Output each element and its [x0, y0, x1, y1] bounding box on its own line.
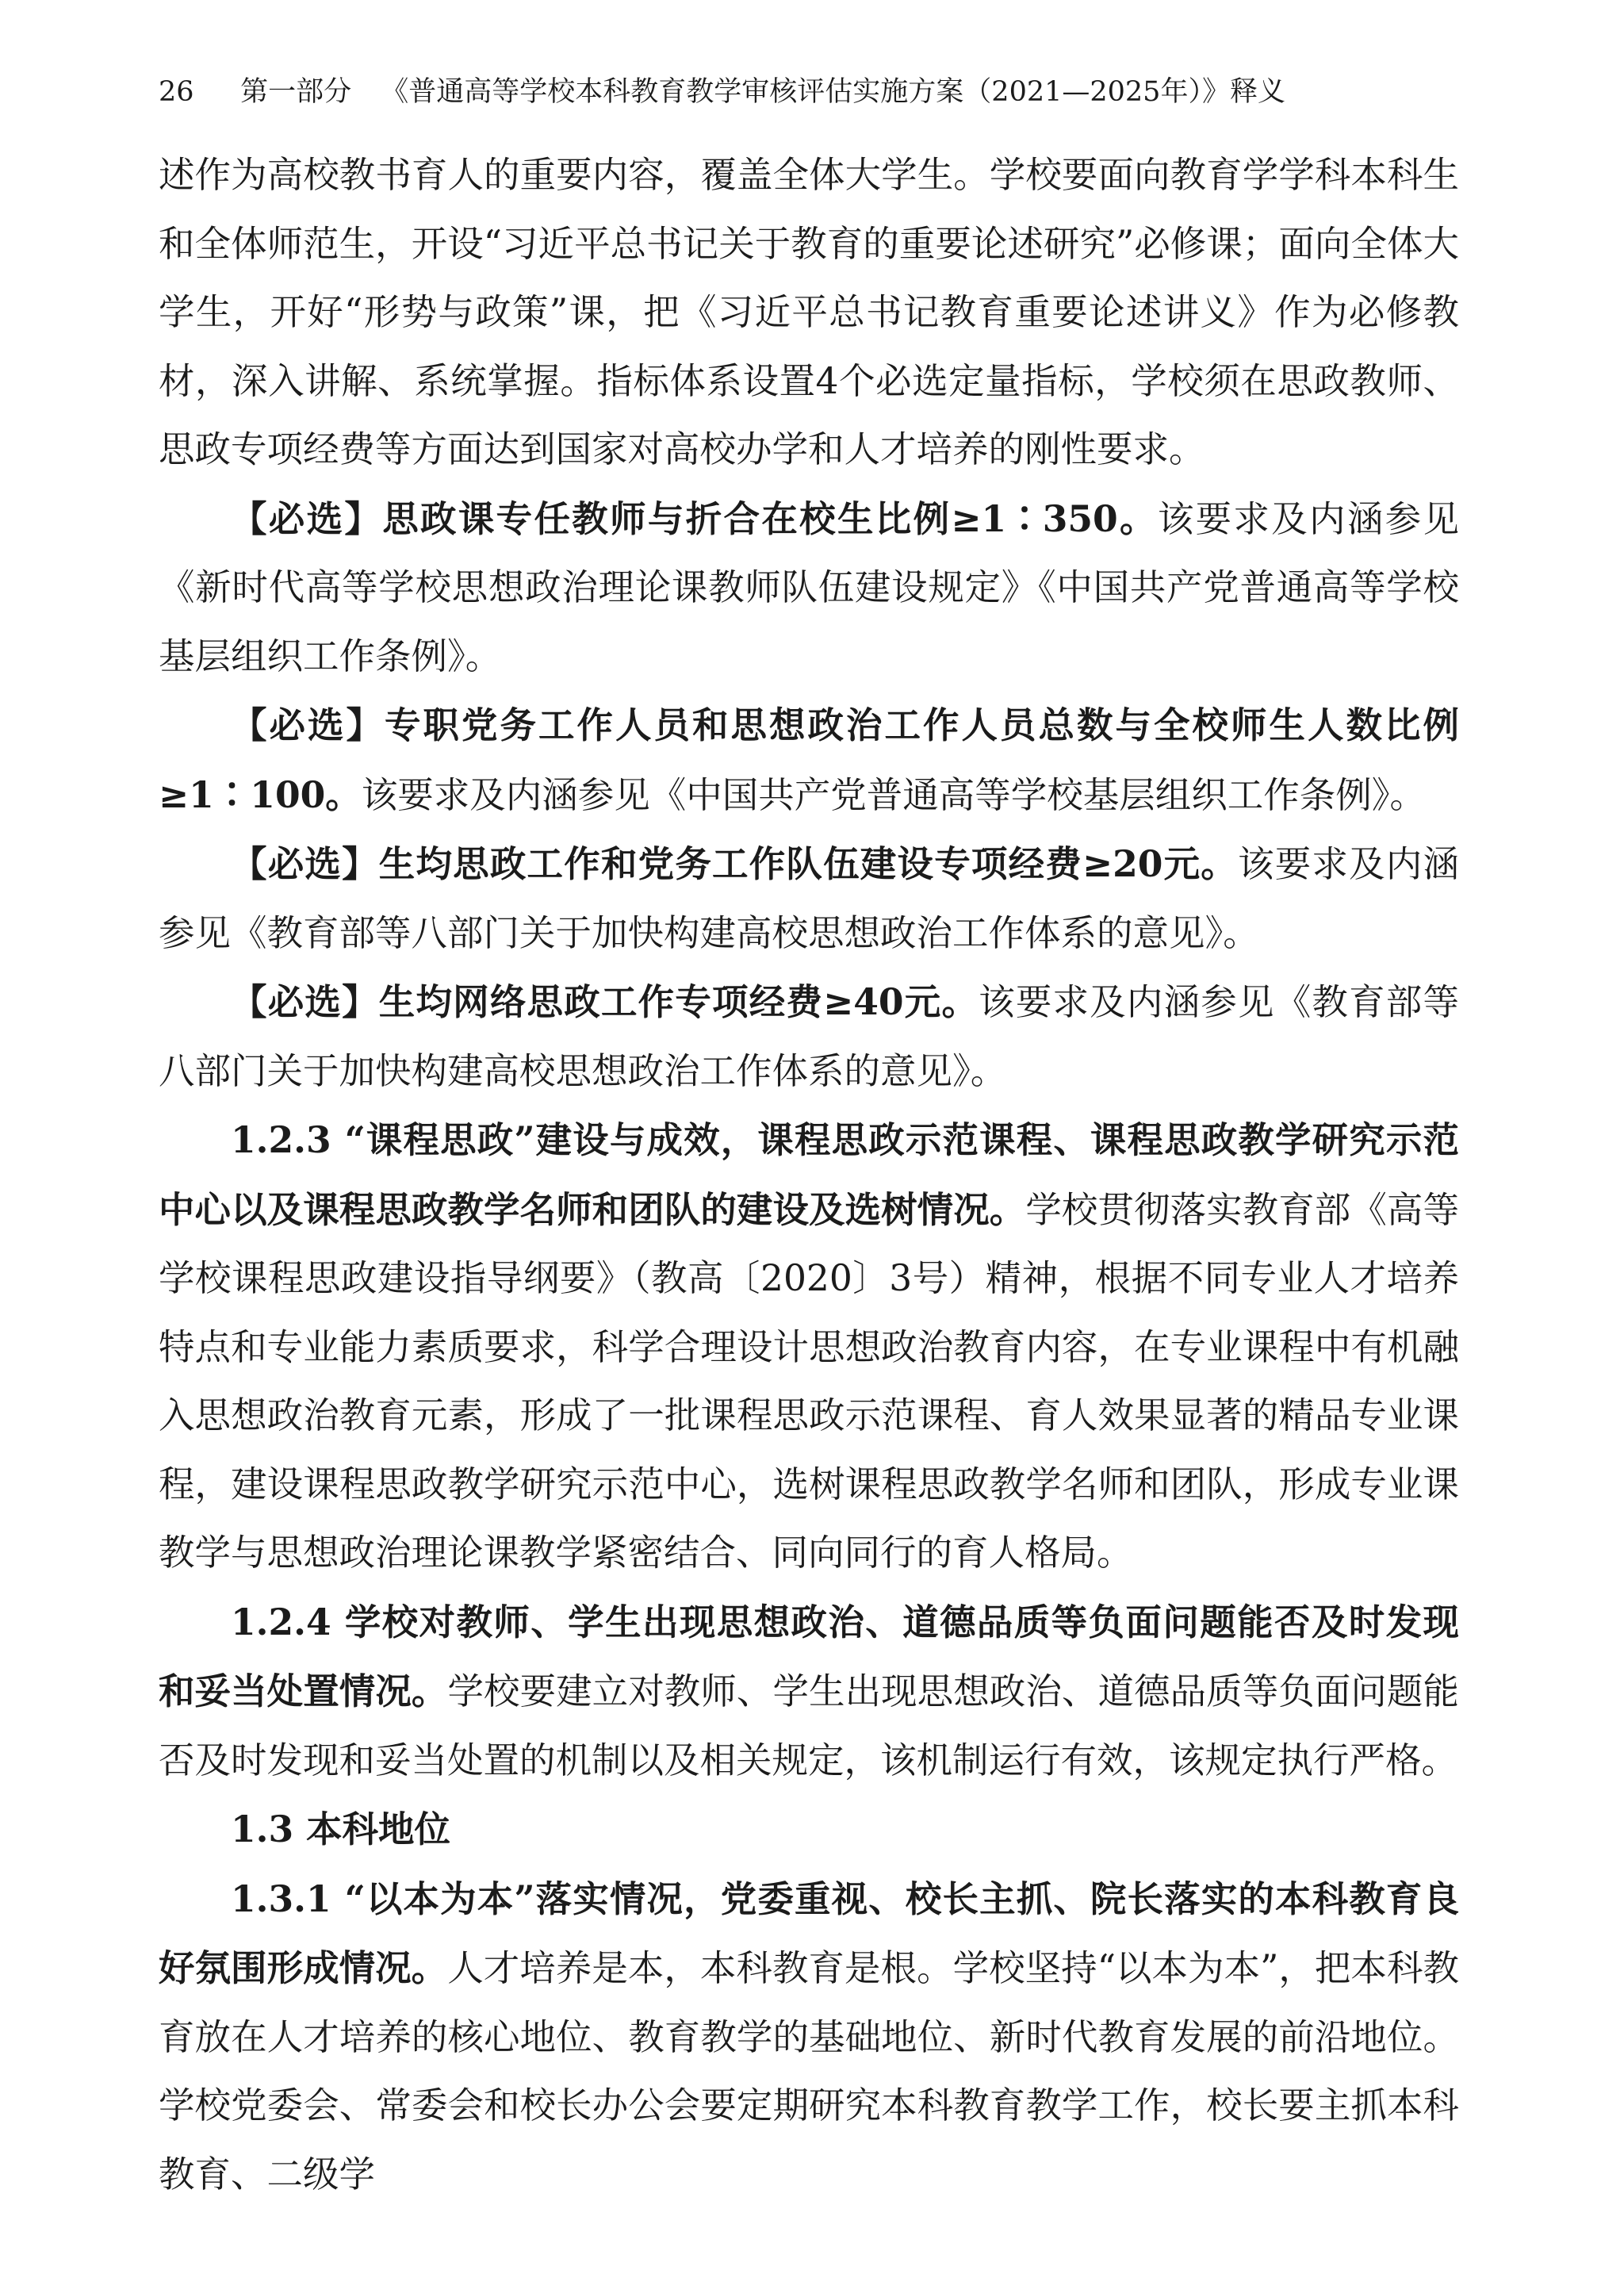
paragraph-text: 学校要建立对教师、学生出现思想政治、道德品质等负面问题能否及时发现和妥当处置的机制以及相关规定，该机制运行有效，该规定执行严格。: [159, 1670, 1459, 1781]
paragraph-lead: 1.2.3 “课程思政”建设与成效，课程思政示范课程、课程思政教学研究示范中心以及课程思政教学名师和团队的建设及选树情况。: [159, 1118, 1459, 1231]
paragraph-required-indicator-3: [159, 830, 1459, 968]
paragraph-lead: 【必选】专职党务工作人员和思想政治工作人员总数与全校师生人数比例≥1∶100。: [159, 704, 1459, 816]
page-body: [159, 141, 1459, 2209]
paragraph-section-1-3-1: [159, 1865, 1459, 2210]
header-section: 第一部分: [240, 76, 352, 108]
section-heading-text: 1.3 本科地位: [231, 1808, 450, 1850]
paragraph-required-indicator-1: [159, 485, 1459, 692]
paragraph-text: 述作为高校教书育人的重要内容，覆盖全体大学生。学校要面向教育学学科本科生和全体师范生，开设“习近平总书记关于教育的重要论述研究”必修课；面向全体大学生，开好“形势与政策”课，把《习近平总书记教育重要论述讲义》作为必修教材，深入讲解、系统掌握。指标体系设置4个必选定量指标，学校须在思政教师、思政专项经费等方面达到国家对高校办学和人才培养的刚性要求。: [159, 154, 1459, 470]
paragraph-section-1-2-4: [159, 1588, 1459, 1796]
paragraph-text: 人才培养是本，本科教育是根。学校坚持“以本为本”，把本科教育放在人才培养的核心地位、教育教学的基础地位、新时代教育发展的前沿地位。学校党委会、常委会和校长办公会要定期研究本科教育教学工作，校长要主抓本科教育、二级学: [159, 1947, 1459, 2195]
paragraph-text: 该要求及内涵参见《新时代高等学校思想政治理论课教师队伍建设规定》《中国共产党普通高等学校基层组织工作条例》。: [159, 497, 1459, 677]
paragraph-lead: 1.2.4 学校对教师、学生出现思想政治、道德品质等负面问题能否及时发现和妥当处置情况。: [159, 1600, 1459, 1712]
paragraph-text: 该要求及内涵参见《中国共产党普通高等学校基层组织工作条例》。: [361, 773, 1427, 816]
paragraph-lead: 【必选】思政课专任教师与折合在校生比例≥1∶350。: [231, 497, 1158, 540]
paragraph-text: 学校贯彻落实教育部《高等学校课程思政建设指导纲要》（教高〔2020〕3号）精神，根据不同专业人才培养特点和专业能力素质要求，科学合理设计思想政治教育内容，在专业课程中有机融入思想政治教育元素，形成了一批课程思政示范课程、育人效果显著的精品专业课程，建设课程思政教学研究示范中心，选树课程思政教学名师和团队，形成专业课教学与思想政治理论课教学紧密结合、同向同行的育人格局。: [159, 1188, 1459, 1574]
paragraph-required-indicator-4: [159, 968, 1459, 1106]
page-number: 26: [159, 76, 194, 108]
paragraph-lead: 【必选】生均思政工作和党务工作队伍建设专项经费≥20元。: [231, 842, 1239, 885]
paragraph-text: 该要求及内涵参见《教育部等八部门关于加快构建高校思想政治工作体系的意见》。: [159, 843, 1459, 954]
paragraph-lead: 【必选】生均网络思政工作专项经费≥40元。: [231, 980, 979, 1023]
paragraph-lead: 1.3.1 “以本为本”落实情况，党委重视、校长主抓、院长落实的本科教育良好氛围形成情况。: [159, 1877, 1459, 1989]
paragraph-required-indicator-2: [159, 691, 1459, 830]
header-title: 《普通高等学校本科教育教学审核评估实施方案（2021—2025年）》释义: [381, 76, 1285, 108]
running-header: [159, 68, 1459, 116]
paragraph-text: 该要求及内涵参见《教育部等八部门关于加快构建高校思想政治工作体系的意见》。: [159, 981, 1459, 1092]
paragraph-section-1-2-3: [159, 1106, 1459, 1588]
section-heading-1-3: [159, 1795, 1459, 1865]
paragraph-continuation: [159, 141, 1459, 485]
